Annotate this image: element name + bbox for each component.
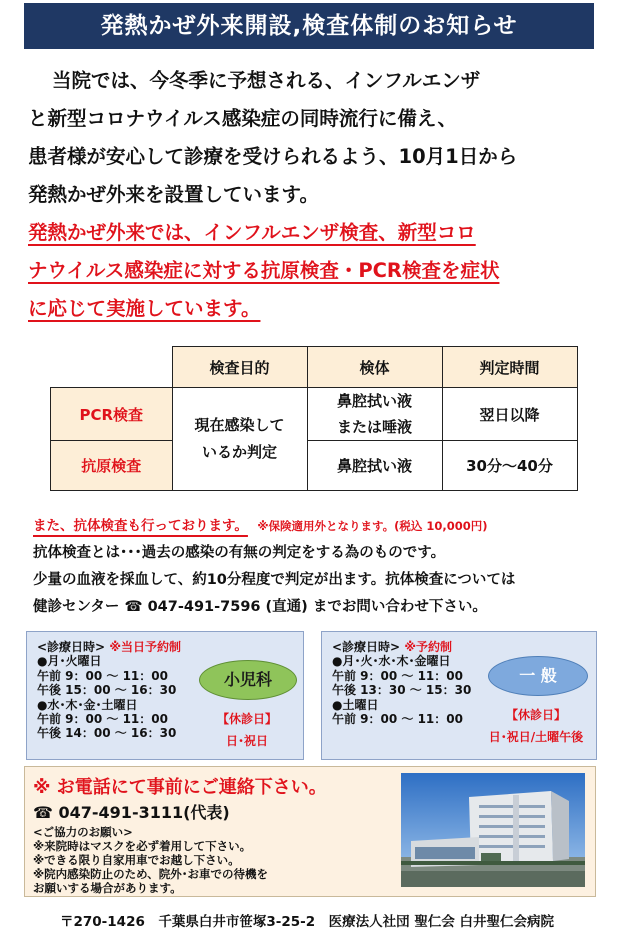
hours-line: 午後 13：30 ～ 15：30 bbox=[332, 683, 472, 698]
contact-heading: ※ お電話にて事前にご連絡下さい。 bbox=[33, 777, 327, 798]
antibody-notice: また、抗体検査も行っております。 ※保険適用外となります。(税込 10,000円) bbox=[33, 518, 488, 534]
hours-line: 午前 9：00 ～ 11：00 bbox=[332, 712, 463, 727]
table-cell: 鼻腔拭い液 または唾液 bbox=[307, 388, 442, 441]
hours-line: ●土曜日 bbox=[332, 697, 379, 712]
intro-text bbox=[28, 62, 598, 328]
antibody-line: 抗体検査とは･･･過去の感染の有無の判定をする為のものです。 bbox=[33, 545, 446, 561]
table-row-label: 抗原検査 bbox=[51, 441, 173, 491]
hours-line: 午前 9：00 ～ 11：00 bbox=[37, 712, 168, 727]
pediatrics-dept-badge: 小児科 bbox=[199, 660, 297, 700]
hours-line: 午後 14：00 ～ 16：30 bbox=[37, 726, 177, 741]
intro-line: と新型コロナウイルス感染症の同時流行に備え、 bbox=[28, 107, 458, 130]
intro-line: 発熱かぜ外来を設置しています。 bbox=[28, 183, 319, 206]
table-cell: 翌日以降 bbox=[442, 388, 577, 441]
pediatric-hours-box bbox=[26, 631, 304, 760]
antibody-line: 健診センター ☎ 047-491-7596 (直通) までお問い合わせ下さい。 bbox=[33, 599, 487, 615]
hours-line: ●月･火･水･木･金曜日 bbox=[332, 654, 451, 669]
hours-heading: <診療日時> ※当日予約制 bbox=[37, 640, 181, 654]
table-cell: 30分～40分 bbox=[442, 441, 577, 491]
general-hours-box bbox=[321, 631, 597, 760]
phone-number: ☎ 047-491-3111(代表) bbox=[33, 803, 230, 822]
table-header: 検体 bbox=[307, 347, 442, 388]
cooperation-notes: <ご協力のお願い> ※来院時はマスクを必ず着用して下さい。 ※できる限り自家用車でお越し下さい。 ※院内感染防止のため、院外･お車での待機を お願いする場合があります。 bbox=[33, 825, 268, 895]
contact-box bbox=[24, 766, 596, 897]
hours-line: ●水･木･金･土曜日 bbox=[37, 697, 138, 712]
table-row-label: PCR検査 bbox=[51, 388, 173, 441]
table-cell-purpose: 現在感染して いるか判定 bbox=[172, 388, 307, 491]
hours-line: ●月･火曜日 bbox=[37, 654, 102, 669]
test-table bbox=[50, 346, 578, 491]
table-corner bbox=[51, 347, 173, 388]
footer-address: 〒270-1426 千葉県白井市笹塚3-25-2 医療法人社団 聖仁会 白井聖仁会病院 bbox=[60, 914, 555, 930]
closed-days: 【休診日】 日･祝日/土曜午後 bbox=[488, 708, 584, 744]
red-notice-line: 発熱かぜ外来では、インフルエンザ検査、新型コロ bbox=[28, 221, 476, 244]
red-notice-line: に応じて実施しています。 bbox=[28, 297, 261, 320]
antibody-paragraph bbox=[33, 540, 603, 621]
closed-days: 【休診日】 日･祝日 bbox=[216, 712, 277, 748]
hours-line: 午前 9：00 ～ 11：00 bbox=[37, 668, 168, 683]
red-notice-line: ナウイルス感染症に対する抗原検査・PCR検査を症状 bbox=[28, 259, 500, 282]
intro-line: 患者様が安心して診療を受けられるよう、10月1日から bbox=[28, 145, 518, 168]
table-header: 検査目的 bbox=[172, 347, 307, 388]
page-title: 発熱かぜ外来開設,検査体制のお知らせ bbox=[24, 3, 594, 49]
intro-line: 当院では、今冬季に予想される、インフルエンザ bbox=[52, 69, 481, 92]
hours-heading: <診療日時> ※予約制 bbox=[332, 640, 452, 654]
hours-line: 午後 15：00 ～ 16：30 bbox=[37, 683, 177, 698]
table-header: 判定時間 bbox=[442, 347, 577, 388]
insurance-note: ※保険適用外となります。(税込 10,000円) bbox=[257, 519, 488, 533]
general-dept-badge: 一 般 bbox=[488, 656, 588, 696]
hospital-building-photo bbox=[401, 773, 585, 887]
hours-line: 午前 9：00 ～ 11：00 bbox=[332, 668, 463, 683]
table-cell: 鼻腔拭い液 bbox=[307, 441, 442, 491]
antibody-line: 少量の血液を採血して、約10分程度で判定が出ます。抗体検査については bbox=[33, 572, 516, 588]
